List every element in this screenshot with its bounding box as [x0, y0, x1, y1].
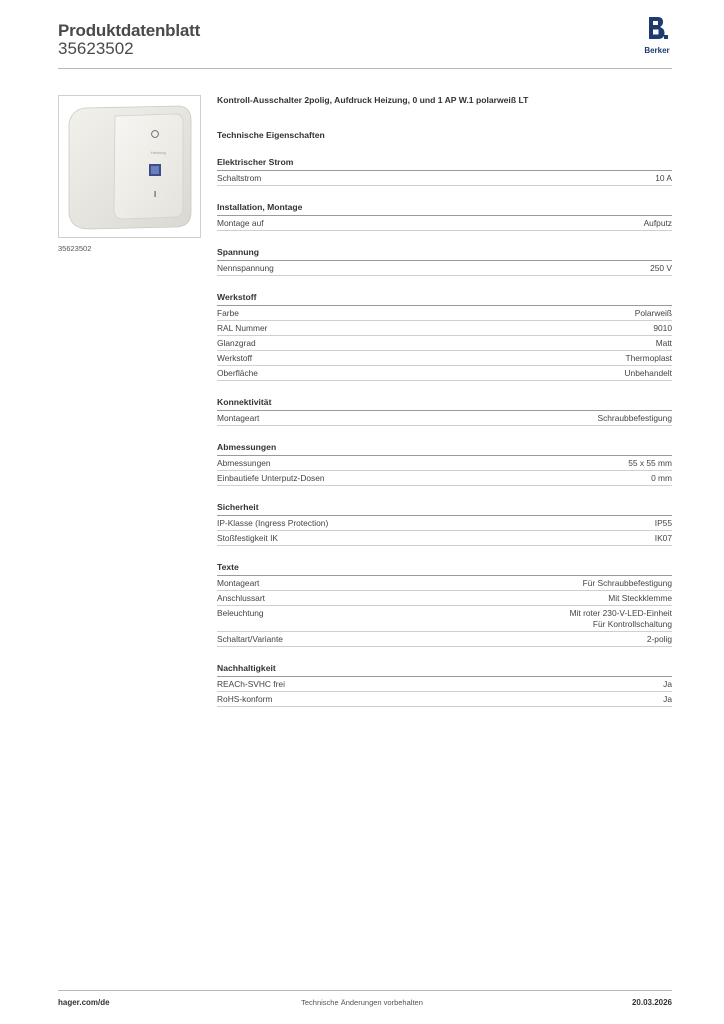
footer-website-link[interactable]: hager.com/de	[58, 998, 110, 1007]
property-label: Einbautiefe Unterputz-Dosen	[217, 473, 325, 483]
property-label: Glanzgrad	[217, 338, 256, 348]
section-title: Werkstoff	[217, 292, 672, 306]
property-section	[217, 157, 672, 186]
property-row	[217, 576, 672, 591]
property-section	[217, 202, 672, 231]
property-label: Werkstoff	[217, 353, 253, 363]
property-value: 9010	[653, 323, 672, 333]
property-value: Ja	[663, 694, 672, 704]
section-title: Nachhaltigkeit	[217, 663, 672, 677]
property-section	[217, 397, 672, 426]
section-title: Sicherheit	[217, 502, 672, 516]
property-value: Matt	[655, 338, 672, 348]
footer-disclaimer: Technische Änderungen vorbehalten	[301, 998, 423, 1007]
property-row	[217, 321, 672, 336]
property-row	[217, 411, 672, 426]
property-value: Für Schraubbefestigung	[582, 578, 672, 588]
property-label: Stoßfestigkeit IK	[217, 533, 278, 543]
property-row	[217, 216, 672, 231]
property-section	[217, 292, 672, 381]
property-row	[217, 531, 672, 546]
property-row	[217, 677, 672, 692]
section-title: Elektrischer Strom	[217, 157, 672, 171]
product-name: Kontroll-Ausschalter 2polig, Aufdruck Heizung, 0 und 1 AP W.1 polarweiß LT	[217, 95, 529, 105]
property-row	[217, 456, 672, 471]
property-row	[217, 516, 672, 531]
property-value: Mit roter 230-V-LED-Einheit Für Kontrollschaltung	[569, 608, 672, 629]
property-value: 0 mm	[651, 473, 672, 483]
product-image	[58, 95, 201, 238]
image-label: Heizung	[151, 150, 166, 155]
property-value: 2-polig	[646, 634, 672, 644]
footer-divider	[58, 990, 672, 991]
property-value: Polarweiß	[634, 308, 672, 318]
property-row	[217, 261, 672, 276]
property-row	[217, 171, 672, 186]
property-value: IK07	[654, 533, 672, 543]
property-row	[217, 591, 672, 606]
property-label: RoHS-konform	[217, 694, 273, 704]
section-title: Texte	[217, 562, 672, 576]
section-title: Installation, Montage	[217, 202, 672, 216]
section-title: Spannung	[217, 247, 672, 261]
property-value: Ja	[663, 679, 672, 689]
property-section	[217, 442, 672, 486]
property-label: Montage auf	[217, 218, 264, 228]
property-value: Mit Steckklemme	[608, 593, 672, 603]
footer-date: 20.03.2026	[631, 998, 672, 1007]
doc-number: 35623502	[58, 39, 134, 58]
logo-text: Berker	[644, 46, 670, 55]
property-label: Schaltart/Variante	[217, 634, 283, 644]
switch-illustration	[59, 96, 200, 237]
property-label: Oberfläche	[217, 368, 258, 378]
property-value: 55 x 55 mm	[628, 458, 672, 468]
property-row	[217, 632, 672, 647]
property-label: Montageart	[217, 413, 260, 423]
property-label: Montageart	[217, 578, 260, 588]
property-sections	[217, 157, 672, 707]
property-row	[217, 336, 672, 351]
berker-logo[interactable]	[640, 16, 674, 55]
property-value: Aufputz	[643, 218, 672, 228]
section-title: Abmessungen	[217, 442, 672, 456]
property-label: Farbe	[217, 308, 239, 318]
property-row	[217, 306, 672, 321]
doc-title: Produktdatenblatt	[58, 21, 201, 40]
property-label: Beleuchtung	[217, 608, 264, 618]
property-label: IP-Klasse (Ingress Protection)	[217, 518, 329, 528]
property-section	[217, 663, 672, 707]
property-value: IP55	[654, 518, 672, 528]
product-image-caption: 35623502	[58, 244, 92, 253]
property-value: 250 V	[650, 263, 672, 273]
property-row	[217, 606, 672, 632]
property-label: RAL Nummer	[217, 323, 268, 333]
property-row	[217, 366, 672, 381]
berker-b-icon	[646, 16, 668, 40]
property-row	[217, 351, 672, 366]
property-value: Unbehandelt	[624, 368, 672, 378]
property-section	[217, 247, 672, 276]
property-label: Anschlussart	[217, 593, 265, 603]
property-row	[217, 471, 672, 486]
header-divider	[58, 68, 672, 69]
property-label: REACh-SVHC frei	[217, 679, 285, 689]
section-title: Konnektivität	[217, 397, 672, 411]
property-row	[217, 692, 672, 707]
datasheet-content	[217, 94, 672, 707]
property-value: Thermoplast	[625, 353, 672, 363]
property-value: 10 A	[655, 173, 672, 183]
property-label: Abmessungen	[217, 458, 271, 468]
property-value: Schraubbefestigung	[597, 413, 672, 423]
properties-heading: Technische Eigenschaften	[217, 130, 325, 140]
property-section	[217, 562, 672, 647]
property-label: Schaltstrom	[217, 173, 262, 183]
property-section	[217, 502, 672, 546]
property-label: Nennspannung	[217, 263, 274, 273]
